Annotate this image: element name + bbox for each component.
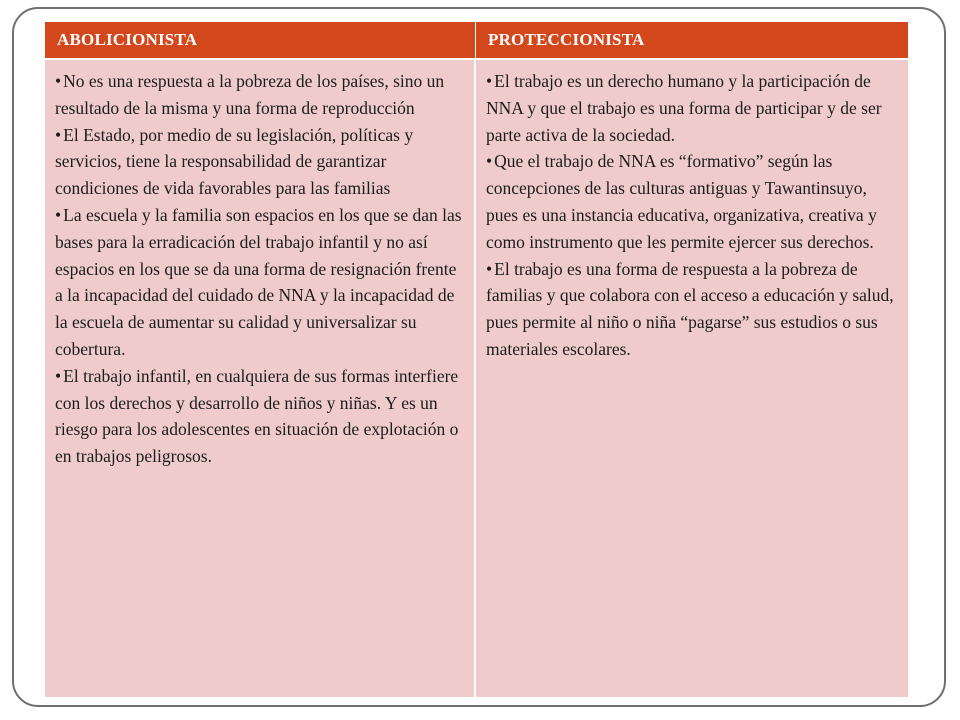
bullet-icon: • bbox=[55, 204, 62, 225]
list-item bbox=[486, 68, 898, 148]
bullet-icon: • bbox=[486, 258, 493, 279]
list-item-text: El trabajo es una forma de respuesta a la pobreza de familias y que colabora con el acceso a educación y salud, pues permite al niño o niña “pagarse” sus estudios o sus materiales escolares. bbox=[486, 258, 894, 359]
column-proteccionista bbox=[476, 58, 908, 697]
bullet-icon: • bbox=[486, 71, 493, 91]
list-item bbox=[55, 363, 464, 470]
proteccionista-list bbox=[486, 68, 898, 363]
list-item bbox=[55, 68, 464, 122]
abolicionista-list bbox=[55, 68, 464, 470]
list-item-text: El trabajo infantil, en cualquiera de sus formas interfiere con los derechos y desarrollo de niños y niñas. Y es un riesgo para los adolescentes en situación de explotación o en trabajos peligrosos. bbox=[55, 365, 459, 467]
header-abolicionista: ABOLICIONISTA bbox=[45, 22, 476, 58]
list-item-text: Que el trabajo de NNA es “formativo” según las concepciones de las culturas antiguas y Tawantinsuyo, pues es una instancia educativa, organizativa, creativa y como instrumento que les permite ejercer sus derechos. bbox=[486, 151, 877, 252]
list-item-text: No es una respuesta a la pobreza de los países, sino un resultado de la misma y una forma de reproducción bbox=[55, 71, 445, 118]
header-proteccionista: PROTECCIONISTA bbox=[476, 22, 908, 58]
list-item bbox=[55, 202, 464, 363]
list-item-text: El trabajo es un derecho humano y la participación de NNA y que el trabajo es una forma de participar y de ser parte activa de la sociedad. bbox=[486, 71, 882, 145]
list-item bbox=[55, 122, 464, 202]
bullet-icon: • bbox=[55, 124, 62, 145]
bullet-icon: • bbox=[55, 365, 62, 386]
bullet-icon: • bbox=[486, 151, 493, 172]
list-item-text: La escuela y la familia son espacios en los que se dan las bases para la erradicación del trabajo infantil y no así espacios en los que se da una forma de resignación frente a la incapacidad del cuidado de NNA y la incapacidad de la escuela de aumentar su calidad y universalizar su cobertura. bbox=[55, 204, 462, 359]
list-item bbox=[486, 148, 898, 255]
comparison-table bbox=[45, 22, 908, 697]
list-item-text: El Estado, por medio de su legislación, políticas y servicios, tiene la responsabilidad de garantizar condiciones de vida favorables para las familias bbox=[55, 124, 414, 199]
list-item bbox=[486, 256, 898, 363]
bullet-icon: • bbox=[55, 71, 62, 91]
column-abolicionista bbox=[45, 58, 476, 697]
